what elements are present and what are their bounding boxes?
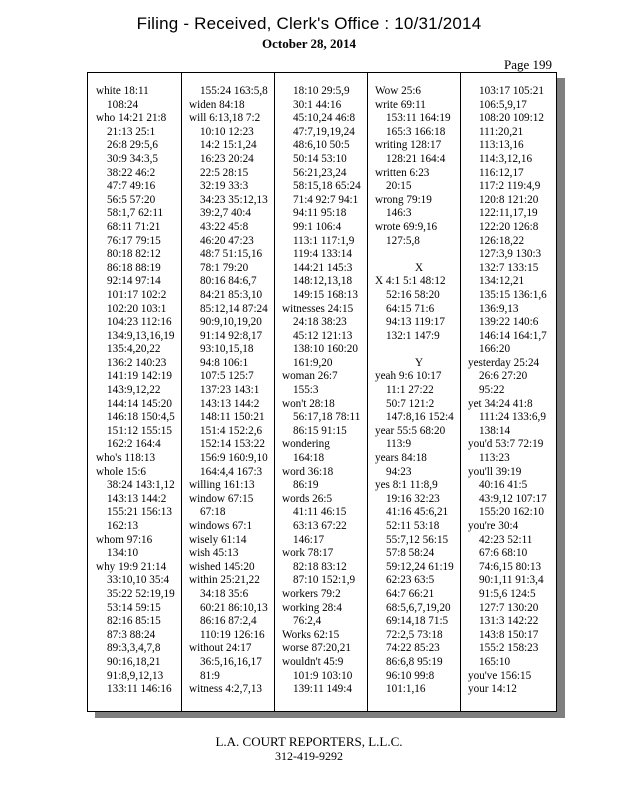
- index-entry: you'll 39:19: [468, 465, 522, 478]
- index-entry: without 24:17: [189, 642, 252, 655]
- index-entry: written 6:23: [375, 166, 430, 179]
- index-reference-line: 101:1,16: [386, 683, 426, 696]
- index-reference-line: 111:20,21: [479, 125, 524, 138]
- index-reference-line: 127:5,8: [386, 234, 420, 247]
- index-reference-line: 47:7 49:16: [107, 180, 156, 193]
- index-reference-line: 80:16 84:6,7: [200, 275, 257, 288]
- index-entry: years 84:18: [375, 452, 427, 465]
- index-reference-line: 155:21 156:13: [107, 506, 172, 519]
- index-reference-line: 136:9,13: [479, 302, 519, 315]
- index-reference-line: 46:20 47:23: [200, 234, 254, 247]
- index-reference-line: 113:1 117:1,9: [293, 234, 355, 247]
- index-reference-line: 126:18,22: [479, 234, 525, 247]
- index-reference-line: 143:8 150:17: [479, 628, 539, 641]
- index-reference-line: 74:6,15 80:13: [479, 560, 542, 573]
- index-reference-line: 16:23 20:24: [200, 152, 254, 165]
- index-reference-line: 161:9,20: [293, 356, 333, 369]
- letter-heading: Y: [414, 356, 424, 369]
- index-reference-line: 133:11 146:16: [107, 683, 172, 696]
- index-reference-line: 94:8 106:1: [200, 356, 249, 369]
- index-reference-line: 45:10,24 46:8: [293, 112, 356, 125]
- index-reference-line: 34:18 35:6: [200, 587, 249, 600]
- index-entry: yes 8:1 11:8,9: [375, 479, 438, 492]
- index-reference-line: 43:22 45:8: [200, 220, 249, 233]
- index-reference-line: 155:20 162:10: [479, 506, 544, 519]
- index-entry: writing 128:17: [375, 139, 442, 152]
- index-entry: you're 30:4: [468, 520, 519, 532]
- index-reference-line: 143:13 144:2: [107, 492, 167, 505]
- index-reference-line: 151:12 155:15: [107, 424, 172, 437]
- index-reference-line: 67:18: [200, 506, 226, 519]
- column-divider: [181, 73, 182, 711]
- index-reference-line: 47:7,19,19,24: [293, 125, 355, 138]
- index-reference-line: 38:24 143:1,12: [107, 479, 175, 492]
- index-entry: wouldn't 45:9: [282, 655, 344, 668]
- index-reference-line: 139:22 140:6: [479, 316, 539, 329]
- index-reference-line: 122:11,17,19: [479, 207, 538, 220]
- index-reference-line: 114:3,12,16: [479, 152, 533, 165]
- index-entry: willing 161:13: [189, 479, 255, 492]
- index-reference-line: 62:23 63:5: [386, 574, 435, 587]
- index-reference-line: 146:3: [386, 207, 412, 220]
- index-reference-line: 131:3 142:22: [479, 615, 539, 628]
- index-reference-line: 94:13 119:17: [386, 316, 445, 329]
- page-number: Page 199: [503, 57, 552, 72]
- index-reference-line: 39:2,7 40:4: [200, 207, 251, 220]
- index-reference-line: 74:22 85:23: [386, 642, 440, 655]
- footer-company: L.A. COURT REPORTERS, L.L.C.: [215, 734, 403, 749]
- index-column-2: [189, 85, 277, 705]
- index-reference-line: 138:10 160:20: [293, 343, 358, 356]
- index-reference-line: 138:14: [479, 424, 511, 437]
- index-reference-line: 42:23 52:11: [479, 533, 533, 546]
- index-reference-line: 71:4 92:7 94:1: [293, 193, 359, 206]
- index-entry: you've 156:15: [468, 669, 532, 682]
- index-reference-line: 19:16 32:23: [386, 492, 440, 505]
- index-entry: wished 145:20: [189, 560, 255, 573]
- index-reference-line: 67:6 68:10: [479, 547, 528, 560]
- index-reference-line: 21:13 25:1: [107, 125, 156, 138]
- index-entry: windows 67:1: [189, 520, 253, 532]
- index-reference-line: 94:23: [386, 465, 412, 478]
- index-reference-line: 122:20 126:8: [479, 220, 539, 233]
- index-entry: why 19:9 21:14: [96, 560, 167, 573]
- index-entry: yeah 9:6 10:17: [375, 370, 442, 383]
- index-reference-line: 43:9,12 107:17: [479, 492, 547, 505]
- index-reference-line: 162:2 164:4: [107, 438, 161, 451]
- index-reference-line: 52:11 53:18: [386, 520, 440, 532]
- index-reference-line: 86:16 87:2,4: [200, 615, 257, 628]
- index-reference-line: 76:2,4: [293, 615, 322, 628]
- index-reference-line: 108:24: [107, 98, 139, 111]
- index-reference-line: 96:10 99:8: [386, 669, 435, 682]
- index-entry: write 69:11: [375, 98, 426, 111]
- index-reference-line: 116:12,17: [479, 166, 524, 179]
- index-reference-line: 152:14 153:22: [200, 438, 265, 451]
- index-entry: who's 118:13: [96, 452, 156, 465]
- index-entry: witness 4:2,7,13: [189, 683, 263, 696]
- index-reference-line: 108:20 109:12: [479, 112, 544, 125]
- index-reference-line: 64:7 66:21: [386, 587, 435, 600]
- index-entry: wrote 69:9,16: [375, 220, 438, 233]
- index-reference-line: 78:1 79:20: [200, 261, 249, 274]
- index-entry: woman 26:7: [282, 370, 338, 383]
- index-reference-line: 68:5,6,7,19,20: [386, 601, 451, 614]
- index-reference-line: 60:21 86:10,13: [200, 601, 268, 614]
- index-reference-line: 137:23 143:1: [200, 384, 260, 397]
- index-entry: whom 97:16: [96, 533, 153, 546]
- index-column-5: [468, 85, 556, 705]
- index-entry: working 28:4: [282, 601, 342, 614]
- index-reference-line: 165:3 166:18: [386, 125, 446, 138]
- index-reference-line: 117:2 119:4,9: [479, 180, 541, 193]
- filing-stamp: Filing - Received, Clerk's Office : 10/31/2014: [136, 14, 482, 33]
- index-reference-line: 33:10,10 35:4: [107, 574, 170, 587]
- index-entry: word 36:18: [282, 465, 334, 478]
- index-reference-line: 58:1,7 62:11: [107, 207, 164, 220]
- index-reference-line: 89:3,3,4,7,8: [107, 642, 161, 655]
- index-reference-line: 56:17,18 78:11: [293, 411, 361, 424]
- index-reference-line: 119:4 133:14: [293, 248, 352, 261]
- index-reference-line: 56:5 57:20: [107, 193, 156, 206]
- index-reference-line: 90:9,10,19,20: [200, 316, 262, 329]
- word-index-box: [87, 72, 557, 712]
- index-column-1: [96, 85, 184, 705]
- index-reference-line: 141:19 142:19: [107, 370, 172, 383]
- index-reference-line: 106:5,9,17: [479, 98, 527, 111]
- index-reference-line: 57:8 58:24: [386, 547, 435, 560]
- index-entry: Works 62:15: [282, 628, 340, 641]
- index-reference-line: 165:10: [479, 655, 511, 668]
- index-reference-line: 87:3 88:24: [107, 628, 156, 641]
- index-reference-line: 26:8 29:5,6: [107, 139, 158, 152]
- index-reference-line: 87:10 152:1,9: [293, 574, 356, 587]
- index-reference-line: 80:18 82:12: [107, 248, 161, 261]
- index-entry: yet 34:24 41:8: [468, 397, 533, 410]
- index-reference-line: 144:21 145:3: [293, 261, 353, 274]
- index-reference-line: 59:12,24 61:19: [386, 560, 454, 573]
- index-reference-line: 128:21 164:4: [386, 152, 446, 165]
- index-reference-line: 82:18 83:12: [293, 560, 347, 573]
- index-reference-line: 81:9: [200, 669, 220, 682]
- index-entry: [375, 343, 463, 357]
- index-reference-line: 101:17 102:2: [107, 288, 167, 301]
- index-reference-line: 146:14 164:1,7: [479, 329, 547, 342]
- index-reference-line: 151:4 152:2,6: [200, 424, 263, 437]
- column-divider: [367, 73, 368, 711]
- index-reference-line: 148:11 150:21: [200, 411, 265, 424]
- index-entry: yesterday 25:24: [468, 356, 540, 369]
- index-reference-line: 132:1 147:9: [386, 329, 440, 342]
- index-reference-line: 93:10,15,18: [200, 343, 254, 356]
- index-reference-line: 102:20 103:1: [107, 302, 167, 315]
- index-reference-line: 58:15,18 65:24: [293, 180, 361, 193]
- index-reference-line: 48:6,10 50:5: [293, 139, 350, 152]
- index-reference-line: 45:12 121:13: [293, 329, 353, 342]
- index-entry: window 67:15: [189, 492, 254, 505]
- index-reference-line: 56:21,23,24: [293, 166, 347, 179]
- index-reference-line: 40:16 41:5: [479, 479, 528, 492]
- index-reference-line: 55:7,12 56:15: [386, 533, 449, 546]
- index-reference-line: 50:7 121:2: [386, 397, 435, 410]
- index-reference-line: 127:7 130:20: [479, 601, 539, 614]
- index-column-4: [375, 85, 463, 705]
- index-reference-line: 104:23 112:16: [107, 316, 172, 329]
- index-reference-line: 84:21 85:3,10: [200, 288, 263, 301]
- index-entry: wondering: [282, 438, 330, 451]
- index-reference-line: 72:2,5 73:18: [386, 628, 443, 641]
- index-reference-line: 50:14 53:10: [293, 152, 347, 165]
- index-reference-line: 135:15 136:1,6: [479, 288, 547, 301]
- index-entry: year 55:5 68:20: [375, 424, 446, 437]
- index-reference-line: 90:1,11 91:3,4: [479, 574, 544, 587]
- index-entry: Wow 25:6: [375, 85, 422, 97]
- index-entry: whole 15:6: [96, 465, 147, 478]
- index-reference-line: 132:7 133:15: [479, 261, 539, 274]
- index-reference-line: 68:11 71:21: [107, 220, 161, 233]
- index-entry: you'd 53:7 72:19: [468, 438, 544, 451]
- index-reference-line: 148:12,13,18: [293, 275, 353, 288]
- document-date: October 28, 2014: [262, 36, 356, 51]
- index-reference-line: 14:2 15:1,24: [200, 139, 257, 152]
- index-reference-line: 134:9,13,16,19: [107, 329, 175, 342]
- index-reference-line: 120:8 121:20: [479, 193, 539, 206]
- index-reference-line: 113:9: [386, 438, 412, 451]
- index-reference-line: 38:22 46:2: [107, 166, 156, 179]
- index-reference-line: 94:11 95:18: [293, 207, 347, 220]
- index-reference-line: 41:11 46:15: [293, 506, 347, 519]
- index-reference-line: 103:17 105:21: [479, 85, 544, 97]
- index-reference-line: 86:18 88:19: [107, 261, 161, 274]
- index-entry: widen 84:18: [189, 98, 245, 111]
- index-reference-line: 92:14 97:14: [107, 275, 161, 288]
- index-reference-line: 82:16 85:15: [107, 615, 161, 628]
- index-reference-line: 22:5 28:15: [200, 166, 249, 179]
- index-entry: worse 87:20,21: [282, 642, 351, 655]
- index-reference-line: 91:5,6 124:5: [479, 587, 536, 600]
- index-reference-line: 63:13 67:22: [293, 520, 347, 532]
- index-reference-line: 64:15 71:6: [386, 302, 435, 315]
- index-reference-line: 24:18 38:23: [293, 316, 347, 329]
- index-reference-line: 53:14 59:15: [107, 601, 161, 614]
- index-reference-line: 134:12,21: [479, 275, 525, 288]
- index-reference-line: 136:2 140:23: [107, 356, 167, 369]
- index-reference-line: 20:15: [386, 180, 412, 193]
- index-reference-line: 153:11 164:19: [386, 112, 451, 125]
- index-reference-line: 127:3,9 130:3: [479, 248, 542, 261]
- index-reference-line: 76:17 79:15: [107, 234, 161, 247]
- index-reference-line: 91:8,9,12,13: [107, 669, 164, 682]
- index-entry: X 4:1 5:1 48:12: [375, 275, 446, 288]
- index-entry: wish 45:13: [189, 547, 239, 560]
- index-entry: wrong 79:19: [375, 193, 432, 206]
- index-reference-line: 164:4,4 167:3: [200, 465, 263, 478]
- index-reference-line: 113:13,16: [479, 139, 524, 152]
- index-reference-line: 52:16 58:20: [386, 288, 440, 301]
- index-entry: will 6:13,18 7:2: [189, 112, 261, 125]
- index-reference-line: 135:4,20,22: [107, 343, 161, 356]
- index-reference-line: 99:1 106:4: [293, 220, 342, 233]
- index-reference-line: 95:22: [479, 384, 505, 397]
- index-reference-line: 36:5,16,16,17: [200, 655, 262, 668]
- index-reference-line: 85:12,14 87:24: [200, 302, 268, 315]
- footer-phone: 312-419-9292: [275, 749, 343, 763]
- index-reference-line: 111:24 133:6,9: [479, 411, 546, 424]
- index-entry: [375, 248, 463, 262]
- index-reference-line: 90:16,18,21: [107, 655, 161, 668]
- index-reference-line: 146:17: [293, 533, 325, 546]
- index-entry: wisely 61:14: [189, 533, 247, 546]
- index-reference-line: 139:11 149:4: [293, 683, 352, 696]
- index-reference-line: 30:1 44:16: [293, 98, 342, 111]
- index-entry: within 25:21,22: [189, 574, 260, 587]
- index-reference-line: 155:2 158:23: [479, 642, 539, 655]
- index-reference-line: 101:9 103:10: [293, 669, 353, 682]
- index-reference-line: 86:6,8 95:19: [386, 655, 443, 668]
- index-reference-line: 18:10 29:5,9: [293, 85, 350, 97]
- index-entry: work 78:17: [282, 547, 334, 560]
- column-divider: [460, 73, 461, 711]
- index-reference-line: 143:9,12,22: [107, 384, 161, 397]
- index-reference-line: 48:7 51:15,16: [200, 248, 263, 261]
- index-reference-line: 164:18: [293, 452, 325, 465]
- index-reference-line: 69:14,18 71:5: [386, 615, 449, 628]
- index-reference-line: 143:13 144:2: [200, 397, 260, 410]
- index-entry: witnesses 24:15: [282, 302, 354, 315]
- index-entry: who 14:21 21:8: [96, 112, 167, 125]
- index-reference-line: 10:10 12:23: [200, 125, 254, 138]
- index-reference-line: 147:8,16 152:4: [386, 411, 454, 424]
- index-reference-line: 134:10: [107, 547, 139, 560]
- index-entry: white 18:11: [96, 85, 149, 97]
- index-reference-line: 26:6 27:20: [479, 370, 528, 383]
- index-reference-line: 86:19: [293, 479, 319, 492]
- index-entry: your 14:12: [468, 683, 517, 696]
- index-column-3: [282, 85, 370, 705]
- index-reference-line: 41:16 45:6,21: [386, 506, 449, 519]
- index-reference-line: 35:22 52:19,19: [107, 587, 175, 600]
- index-reference-line: 155:24 163:5,8: [200, 85, 268, 97]
- index-reference-line: 30:9 34:3,5: [107, 152, 158, 165]
- index-reference-line: 32:19 33:3: [200, 180, 249, 193]
- index-reference-line: 156:9 160:9,10: [200, 452, 268, 465]
- index-reference-line: 34:23 35:12,13: [200, 193, 268, 206]
- index-reference-line: 110:19 126:16: [200, 628, 265, 641]
- index-reference-line: 162:13: [107, 520, 139, 532]
- index-reference-line: 11:1 27:22: [386, 384, 434, 397]
- index-entry: workers 79:2: [282, 587, 341, 600]
- letter-heading: X: [414, 261, 424, 274]
- index-reference-line: 146:18 150:4,5: [107, 411, 175, 424]
- index-reference-line: 113:23: [479, 452, 510, 465]
- index-entry: words 26:5: [282, 492, 333, 505]
- index-reference-line: 91:14 92:8,17: [200, 329, 263, 342]
- index-reference-line: 144:14 145:20: [107, 397, 172, 410]
- index-reference-line: 166:20: [479, 343, 511, 356]
- column-divider: [274, 73, 275, 711]
- index-reference-line: 155:3: [293, 384, 319, 397]
- index-reference-line: 149:15 168:13: [293, 288, 358, 301]
- index-reference-line: 86:15 91:15: [293, 424, 347, 437]
- index-entry: won't 28:18: [282, 397, 335, 410]
- index-reference-line: 107:5 125:7: [200, 370, 254, 383]
